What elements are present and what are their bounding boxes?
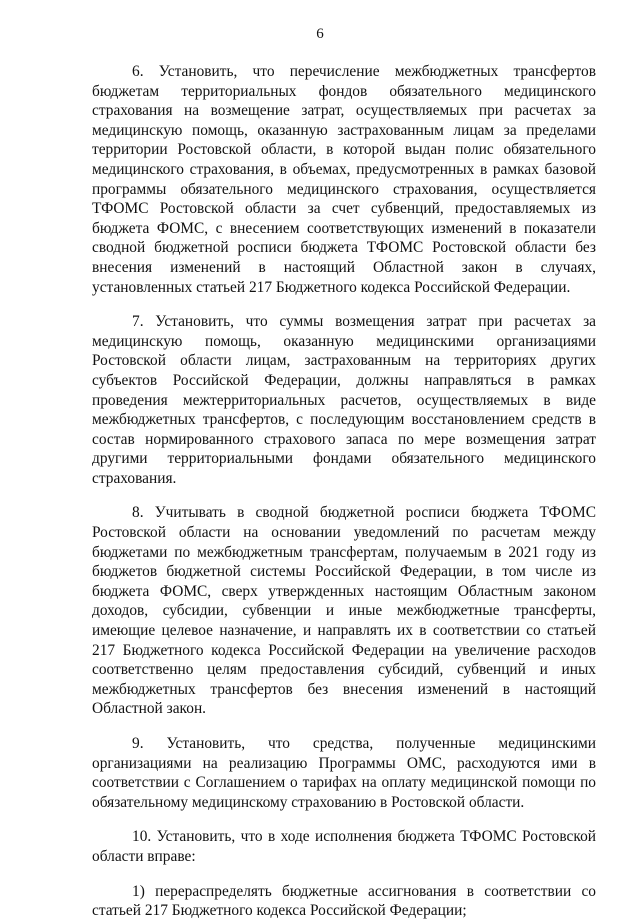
paragraph-8: 8. Учитывать в сводной бюджетной росписи бюджета ТФОМС Ростовской области на основании уведомлений по расчетам между бюджетами по межбюджетным трансфертам, получаемым в 2021 году из бюджетов бюджетной системы Российской Федерации, в том числе из бюджета ФОМС, сверх утвержденных настоящим Областным законом доходов, субсидии, субвенции и иные межбюджетные трансферты, имеющие целевое назначение, и направлять их в соответствии со статьей 217 Бюджетного кодекса Российской Федерации на увеличение расходов соответственно целям предоставления субсидий, субвенций и иных межбюджетных трансфертов без внесения изменений в настоящий Областной закон. [92,504,596,718]
paragraph-10: 10. Установить, что в ходе исполнения бюджета ТФОМС Ростовской области вправе: [92,828,596,865]
page-number: 6 [316,26,324,42]
paragraph-6: 6. Установить, что перечисление межбюджетных трансфертов бюджетам территориальных фондов обязательного медицинского страхования на возмещение затрат, осуществляемых при расчетах за медицинскую помощь, оказанную застрахованным лицам за пределами территории Ростовской области, в которой выдан полис обязательного медицинского страхования, в объемах, предусмотренных в рамках базовой программы обязательного медицинского страхования, осуществляется ТФОМС Ростовской области за счет субвенций, предоставляемых из бюджета ФОМС, с внесением соответствующих изменений в показатели сводной бюджетной росписи бюджета ТФОМС Ростовской области без внесения изменений в настоящий Областной закон в случаях, установленных статьей 217 Бюджетного кодекса Российской Федерации. [92,63,596,296]
paragraph-7: 7. Установить, что суммы возмещения затрат при расчетах за медицинскую помощь, оказанную медицинскими организациями Ростовской области лицам, застрахованным на территориях других субъектов Российской Федерации, должны направляться в рамках проведения межтерриториальных расчетов, осуществляемых в виде межбюджетных трансфертов, с последующим восстановлением средств в состав нормированного страхового запаса по мере возмещения затрат другими территориальными фондами обязательного медицинского страхования. [92,313,596,487]
paragraph-9: 9. Установить, что средства, полученные медицинскими организациями на реализацию Программы ОМС, расходуются ими в соответствии с Соглашением о тарифах на оплату медицинской помощи по обязательному медицинскому страхованию в Ростовской области. [92,735,596,811]
paragraph-10-item-1: 1) перераспределять бюджетные ассигнования в соответствии со статьей 217 Бюджетного кодекса Российской Федерации; [92,882,596,920]
document-body [92,62,596,921]
